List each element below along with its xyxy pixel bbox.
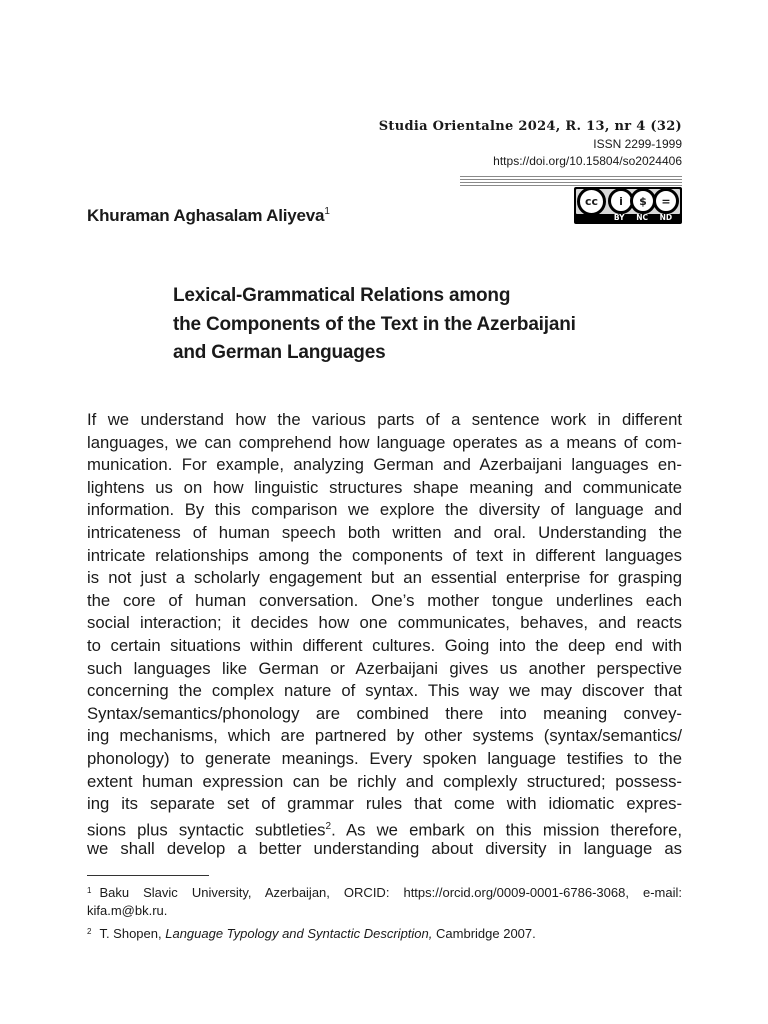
footnote-1-line-2: kifa.m@bk.ru. (87, 902, 168, 918)
cc-icon: cc (577, 187, 606, 216)
body-line: we shall develop a better understanding about diversity in language as (87, 839, 682, 859)
body-line-with-ref (87, 816, 682, 839)
article-title (173, 282, 576, 368)
body-line: to certain situations within different cultures. Going into the deep end with (87, 635, 682, 655)
cc-label-by: BY (613, 213, 625, 222)
issn: ISSN 2299-1999 (593, 137, 682, 151)
cc-label-nd: ND (659, 213, 673, 222)
title-line: and German Languages (173, 342, 386, 363)
body-line: the core of human conversation. One’s mother tongue underlines each (87, 590, 682, 610)
body-line-text: sions plus syntactic subtleties (87, 820, 326, 840)
body-line: languages, we can comprehend how language operates as a means of com- (87, 432, 682, 452)
footnote-separator (87, 875, 209, 876)
body-line: Syntax/semantics/phonology are combined there into meaning convey- (87, 703, 682, 723)
body-line-tail: . As we embark on this mission therefore, (331, 820, 682, 840)
body-line: extent human expression can be richly and complexly structured; possess- (87, 771, 682, 791)
author-name (87, 206, 330, 226)
body-line: intricate relationships among the components of text in different languages (87, 545, 682, 565)
footnote-2 (87, 923, 682, 943)
body-line: such languages like German or Azerbaijani gives us another perspective (87, 658, 682, 678)
footnote-1 (87, 882, 682, 919)
author-footnote-ref[interactable]: 1 (324, 206, 330, 217)
body-line: munication. For example, analyzing German and Azerbaijani languages en- (87, 455, 682, 475)
body-line: intricateness of human speech both written and oral. Understanding the (87, 522, 682, 542)
author-name-text: Khuraman Aghasalam Aliyeva (87, 206, 325, 225)
body-line: is not just a scholarly engagement but an essential enterprise for grasping (87, 568, 682, 588)
footnotes (87, 882, 682, 943)
body-line: information. By this comparison we explore the diversity of language and (87, 500, 682, 520)
attribution-icon: i (608, 188, 634, 214)
body-line: social interaction; it decides how one communicates, behaves, and reacts (87, 613, 682, 633)
abstract-body (87, 409, 682, 861)
cc-label-nc: NC (636, 213, 648, 222)
footnote-number: 1 (87, 886, 92, 895)
footnote-number: 2 (87, 927, 92, 936)
noncommercial-icon: $ (630, 188, 656, 214)
doi-link[interactable]: https://doi.org/10.15804/so2024406 (493, 154, 682, 168)
body-line: ing mechanisms, which are partnered by other systems (syntax/semantics/ (87, 726, 682, 746)
body-line: concerning the complex nature of syntax. This way we may discover that (87, 681, 682, 701)
title-line: the Components of the Text in the Azerbaijani (173, 313, 576, 335)
journal-name: Studia Orientalne 2024, R. 13, nr 4 (32) (378, 119, 682, 134)
cc-license-badge[interactable] (574, 187, 682, 224)
footnote-ref-2[interactable]: 2 (325, 820, 332, 832)
footnote-2-author: T. Shopen, (99, 926, 162, 941)
body-line: ing its separate set of grammar rules that come with idiomatic expres- (87, 794, 682, 814)
cc-labels (608, 213, 678, 223)
body-line: If we understand how the various parts of a sentence work in different (87, 410, 682, 429)
footnote-2-book: Language Typology and Syntactic Description, (165, 926, 433, 941)
title-line: Lexical-Grammatical Relations among (173, 285, 511, 306)
body-line: lightens us on how linguistic structures shape meaning and communicate (87, 477, 682, 497)
noderivatives-icon: = (653, 188, 679, 214)
footnote-1-line-1: Baku Slavic University, Azerbaijan, ORCID: https://orcid.org/0009-0001-6786-3068, e-mail: (99, 885, 682, 900)
body-line: phonology) to generate meanings. Every spoken language testifies to the (87, 748, 682, 768)
journal-header (379, 118, 682, 170)
footnote-2-tail: Cambridge 2007. (436, 926, 536, 941)
